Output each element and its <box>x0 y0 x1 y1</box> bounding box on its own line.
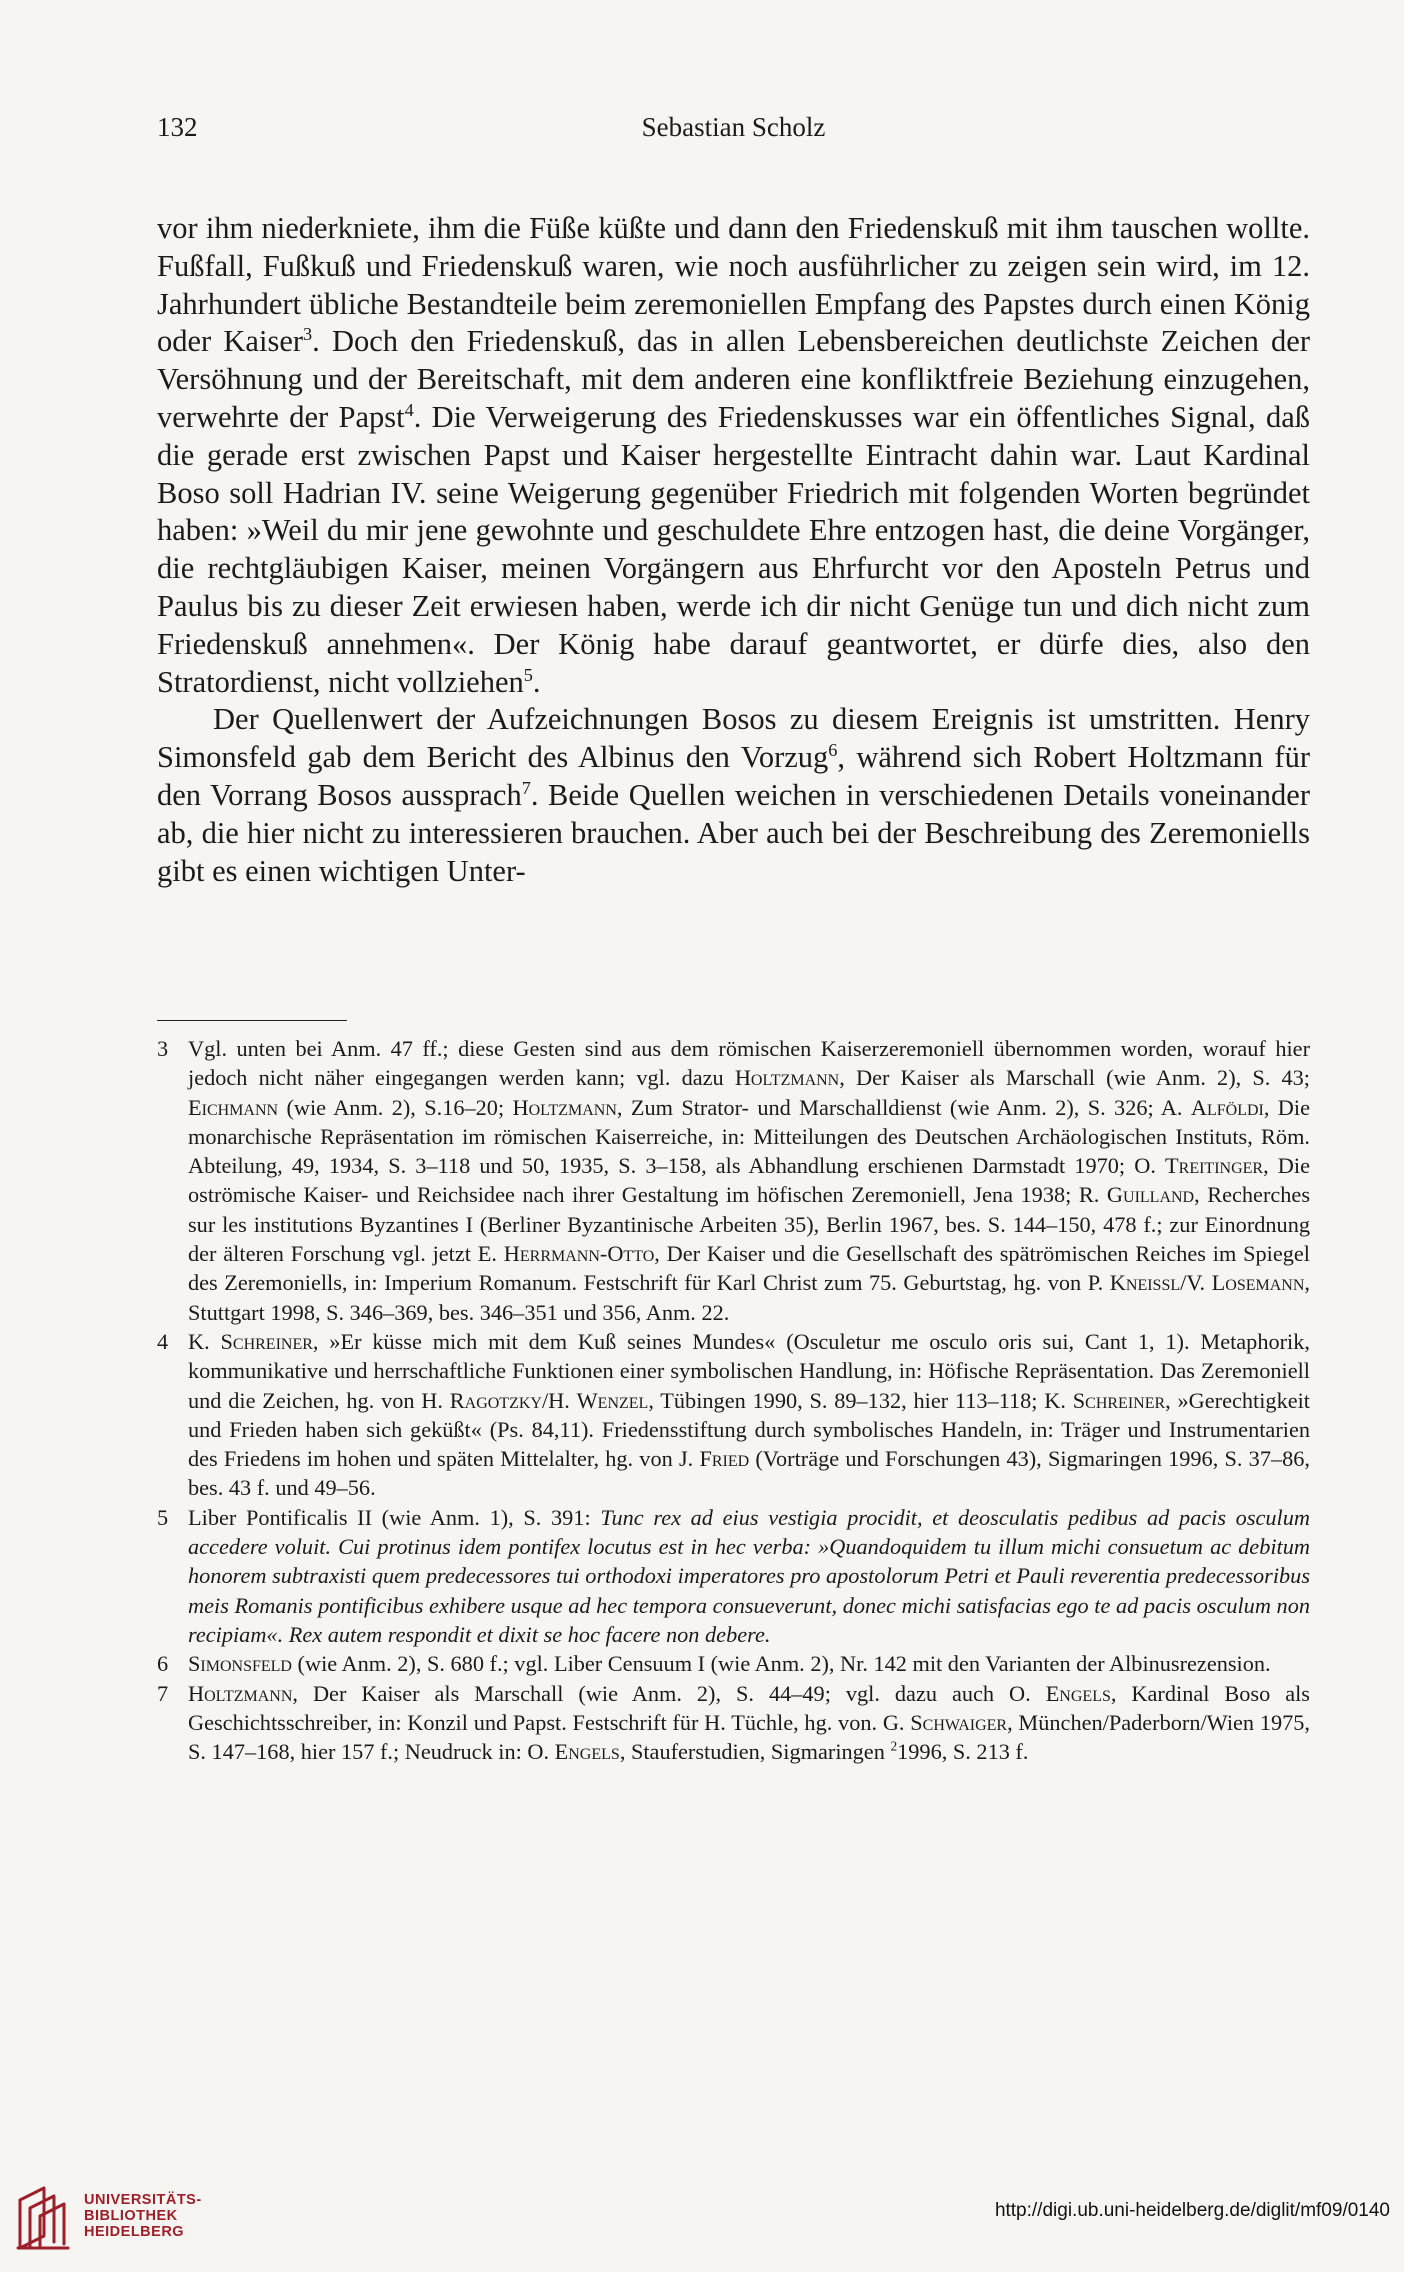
author-name: Alföldi <box>1190 1094 1264 1120</box>
author-name: Engels <box>1045 1680 1111 1706</box>
main-text <box>157 210 1310 890</box>
author-name: Losemann <box>1211 1270 1305 1296</box>
author-name: Engels <box>554 1739 620 1765</box>
footnote-ref-5[interactable]: 5 <box>523 664 533 685</box>
author-name: Holtzmann <box>512 1094 617 1120</box>
footnote-number: 7 <box>157 1680 169 1706</box>
author-name: Herrmann-Otto <box>503 1241 655 1267</box>
author-name: Eichmann <box>188 1094 279 1120</box>
author-name: Ragotzky <box>449 1387 542 1413</box>
ub-heidelberg-logo-icon[interactable] <box>14 2182 76 2254</box>
latin-quotation: Tunc rex ad eius vestigia procidit, et deosculatis pedibus ad pacis osculum accedere voluit. Cui protinus idem pontifex locutus est in hec verba: »Quandoquidem tu illum michi consuetum ac debitum honorem subtraxisti quem predecessores tui orthodoxi imperatores pro apostolorum Petri et Pauli reverentia predecessoribus meis Romanis pontificibus exhibere usque ad hec tempora consueverunt, donec michi satisfacias ego te ad pacis osculum non recipiam«. Rex autem respondit et dixit se hoc facere non debere. <box>188 1504 1310 1647</box>
source-url-link[interactable]: http://digi.ub.uni-heidelberg.de/diglit/mf09/0140 <box>994 2200 1390 2221</box>
paragraph-1: vor ihm niederkniete, ihm die Füße küßte und dann den Friedenskuß mit ihm tauschen wollte. Fußfall, Fußkuß und Friedenskuß waren, wie noch ausführlicher zu zeigen sein wird, im 12. Jahrhundert übliche Bestandteile beim zeremoniellen Empfang des Papstes durch einen König oder Kaiser$^3$. Doch den Friedenskuß, das in allen Lebensbereichen deutlichste Zeichen der Versöhnung und der Bereitschaft, mit dem anderen eine konfliktfreie Beziehung einzugehen, verwehrte der Papst$^4$. Die Verweigerung des Friedenskusses war ein öffentliches Signal, daß die gerade erst zwischen Papst und Kaiser hergestellte Eintracht dahin war. Laut Kardinal Boso soll Hadrian IV. seine Weigerung gegenüber Friedrich mit folgenden Worten begründet haben: »Weil du mir jene gewohnte und geschuldete Ehre entzogen hast, die deine Vorgänger, die rechtgläubigen Kaiser, meinen Vorgängern aus Ehrfurcht vor den Aposteln Petrus und Paulus bis zu dieser Zeit erwiesen haben, werde ich dir nicht Genüge tun und dich nicht zum Friedenskuß annehmen«. Der König habe darauf geantwortet, er dürfe dies, also den Stratordienst, nicht vollziehen$^5$. <box>157 211 1310 699</box>
footnote-number: 4 <box>157 1328 169 1354</box>
footnote-ref-7[interactable]: 7 <box>521 777 531 798</box>
footnotes <box>157 1034 1310 1766</box>
footnote-5: 5 Liber Pontificalis II (wie Anm. 1), S. 391: Tunc rex ad eius vestigia procidit, et deosculatis pedibus ad pacis osculum accedere voluit. Cui protinus idem pontifex locutus est in hec verba: »Quandoquidem tu illum michi consuetum ac debitum honorem subtraxisti quem predecessores tui orthodoxi imperatores pro apostolorum Petri et Pauli reverentia predecessoribus meis Romanis pontificibus exhibere usque ad hec tempora consueverunt, donec michi satisfacias ego te ad pacis osculum non recipiam«. Rex autem respondit et dixit se hoc facere non debere. <box>157 1504 1310 1647</box>
footnote-3: 3 Vgl. unten bei Anm. 47 ff.; diese Gesten sind aus dem römischen Kaiserzeremoniell übernommen worden, worauf hier jedoch nicht näher eingegangen werden kann; vgl. dazu Holtzmann, Der Kaiser als Marschall (wie Anm. 2), S. 43; Eichmann (wie Anm. 2), S.16–20; Holtzmann, Zum Strator- und Marschalldienst (wie Anm. 2), S. 326; A. Alföldi, Die monarchische Repräsentation im römischen Kaiserreiche, in: Mitteilungen des Deutschen Archäologischen Instituts, Röm. Abteilung, 49, 1934, S. 3–118 und 50, 1935, S. 3–158, als Abhandlung erschienen Darmstadt 1970; O. Treitinger, Die oströmische Kaiser- und Reichsidee nach ihrer Gestaltung im höfischen Zeremoniell, Jena 1938; R. Guilland, Recherches sur les institutions Byzantines I (Berliner Byzantinische Arbeiten 35), Berlin 1967, bes. S. 144–150, 478 f.; zur Einordnung der älteren Forschung vgl. jetzt E. Herrmann-Otto, Der Kaiser und die Gesellschaft des spätrömischen Reiches im Spiegel des Zeremoniells, in: Imperium Romanum. Festschrift für Karl Christ zum 75. Geburtstag, hg. von P. Kneissl/V. Losemann, Stuttgart 1998, S. 346–369, bes. 346–351 und 356, Anm. 22. <box>157 1036 1310 1325</box>
running-head: Sebastian Scholz <box>641 112 826 142</box>
footnote-7: 7 Holtzmann, Der Kaiser als Marschall (wie Anm. 2), S. 44–49; vgl. dazu auch O. Engels, Kardinal Boso als Geschichtsschreiber, in: Konzil und Papst. Festschrift für H. Tüchle, hg. von. G. Schwaiger, München/Paderborn/Wien 1975, S. 147–168, hier 157 f.; Neudruck in: O. Engels, Stauferstudien, Sigmaringen $^2$1996, S. 213 f. <box>157 1680 1310 1765</box>
edition-number: 2 <box>890 1738 898 1754</box>
footnote-ref-6[interactable]: 6 <box>828 740 838 760</box>
footnote-4: 4 K. Schreiner, »Er küsse mich mit dem Kuß seines Mundes« (Osculetur me osculo oris sui, Cant 1, 1). Metaphorik, kommunikative und herrschaftliche Funktionen einer symbolischen Handlung, in: Höfische Repräsentation. Das Zeremoniell und die Zeichen, hg. von H. Ragotzky/H. Wenzel, Tübingen 1990, S. 89–132, hier 113–118; K. Schreiner, »Gerechtigkeit und Frieden haben sich geküßt« (Ps. 84,11). Friedensstiftung durch symbolisches Handeln, in: Träger und Instrumentarien des Friedens im hohen und späten Mittelalter, hg. von J. Fried (Vorträge und Forschungen 43), Sigmaringen 1996, S. 37–86, bes. 43 f. und 49–56. <box>157 1328 1310 1501</box>
author-name: Simonsfeld <box>188 1651 292 1677</box>
author-name: Treitinger <box>1165 1153 1264 1179</box>
footnote-ref-3[interactable]: 3 <box>303 324 313 345</box>
author-name: Holtzmann <box>734 1065 840 1091</box>
library-name: UNIVERSITÄTS- BIBLIOTHEK HEIDELBERG <box>84 2192 202 2240</box>
author-name: Schwaiger <box>910 1709 1008 1735</box>
author-name: Schreiner <box>1072 1387 1166 1413</box>
paragraph-2: Der Quellenwert der Aufzeichnungen Bosos zu diesem Ereignis ist umstritten. Henry Simonsfeld gab dem Bericht des Albinus den Vorzug$^6$, während sich Robert Holtzmann für den Vorrang Bosos aussprach$^7$. Beide Quellen weichen in verschiedenen Details voneinander ab, die hier nicht zu interessieren brauchen. Aber auch bei der Beschreibung des Zeremoniells gibt es einen wichtigen Unter- <box>157 702 1310 888</box>
author-name: Holtzmann <box>188 1680 293 1706</box>
digitization-footer <box>0 2168 1404 2272</box>
footnote-ref-4[interactable]: 4 <box>404 399 414 420</box>
footnote-6: 6 Simonsfeld (wie Anm. 2), S. 680 f.; vgl. Liber Censuum I (wie Anm. 2), Nr. 142 mit den Varianten der Albinusrezension. <box>157 1649 1310 1678</box>
author-name: Guilland <box>1106 1182 1195 1208</box>
author-name: Kneissl <box>1109 1270 1181 1296</box>
footnote-divider <box>157 1020 347 1021</box>
footnote-number: 5 <box>157 1504 169 1530</box>
page-number: 132 <box>157 112 198 142</box>
footnote-number: 6 <box>157 1651 169 1677</box>
author-name: Schreiner <box>220 1328 313 1354</box>
author-name: Wenzel <box>576 1387 649 1413</box>
footnote-number: 3 <box>157 1036 169 1061</box>
author-name: Fried <box>699 1446 750 1472</box>
page-header <box>157 112 1310 152</box>
